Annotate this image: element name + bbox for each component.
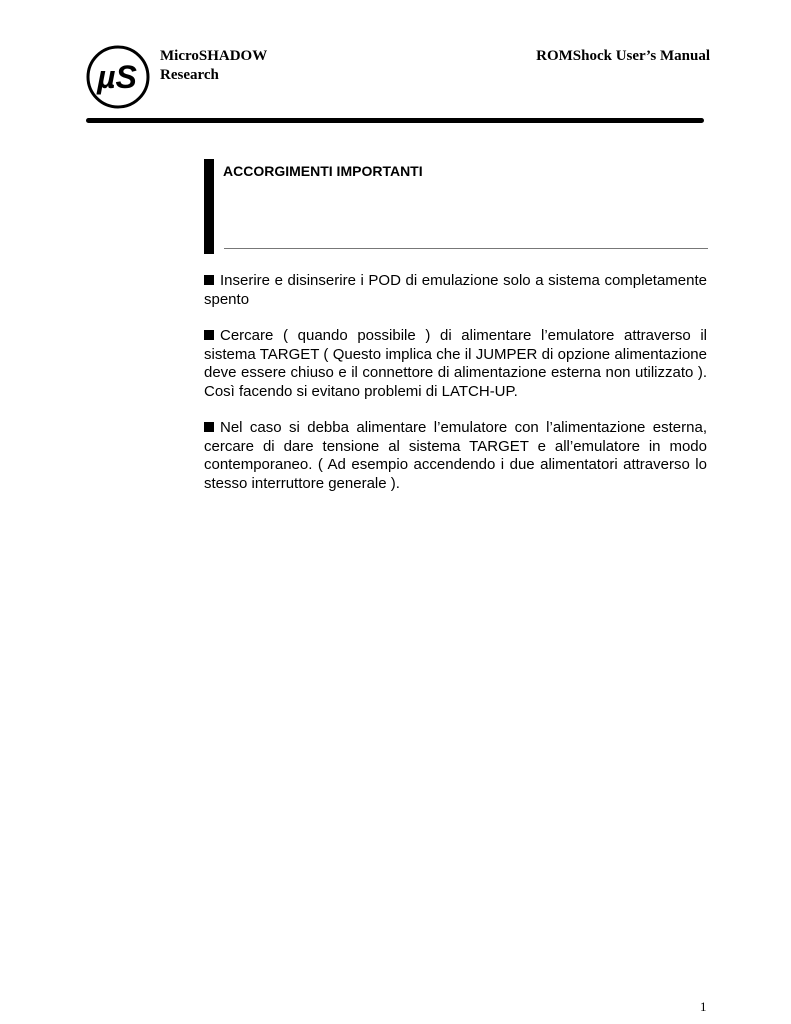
logo-text: µS	[97, 59, 137, 95]
square-bullet-icon	[204, 330, 214, 340]
bullet-text: Inserire e disinserire i POD di emulazione solo a sistema completamente spento	[204, 272, 707, 308]
manual-title: ROMShock User’s Manual	[536, 48, 710, 64]
bullet-item	[204, 327, 707, 401]
bullet-list	[204, 272, 707, 511]
bullet-item	[204, 419, 707, 493]
square-bullet-icon	[204, 275, 214, 285]
company-name-line1: MicroSHADOW	[160, 48, 268, 64]
section-marker-bar	[204, 159, 214, 254]
bullet-item	[204, 272, 707, 309]
section-heading: ACCORGIMENTI IMPORTANTI	[223, 163, 423, 179]
company-name	[160, 47, 267, 85]
bullet-text: Cercare ( quando possibile ) di alimentare l’emulatore attraverso il sistema TARGET ( Questo implica che il JUMPER di opzione alimentazione deve essere chiuso e il connettore di alimentazione esterna non utilizzato ). Così facendo si evitano problemi di LATCH-UP.	[204, 327, 707, 400]
bullet-text: Nel caso si debba alimentare l’emulatore con l’alimentazione esterna, cercare di dare tensione al sistema TARGET e all’emulatore in modo contemporaneo. ( Ad esempio accendendo i due alimentatori attraverso lo stesso interruttore generale ).	[204, 419, 707, 492]
page-number: 1	[700, 999, 707, 1014]
header-divider	[86, 118, 704, 123]
company-name-line2: Research	[160, 67, 219, 83]
section-divider	[224, 248, 708, 249]
microshadow-logo	[86, 45, 150, 109]
square-bullet-icon	[204, 422, 214, 432]
